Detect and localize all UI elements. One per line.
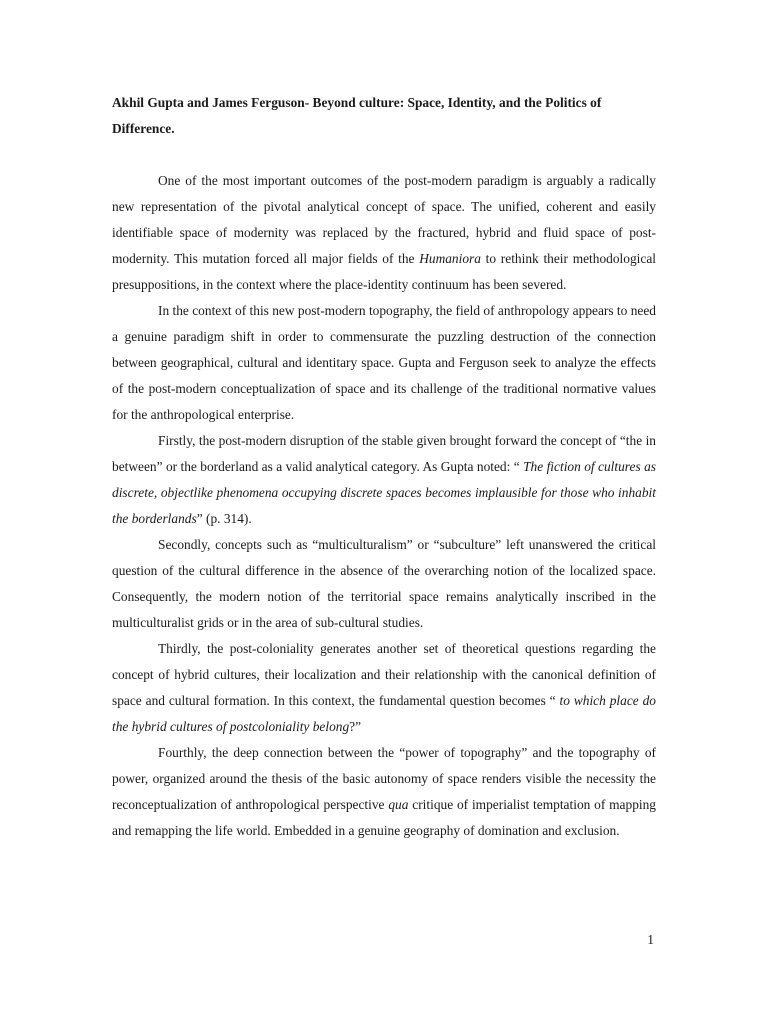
page-number: 1 [647, 932, 654, 947]
paragraph-3-italic-quote: The fiction of cultures as discrete, objectlike phenomena occupying discrete spaces becomes implausible for those who inhabit the borderlands [112, 459, 656, 526]
paragraph-6-italic-qua: qua [388, 797, 409, 812]
paragraph-5 [112, 636, 656, 740]
document-title: Akhil Gupta and James Ferguson- Beyond culture: Space, Identity, and the Politics of Difference. [112, 95, 602, 136]
paragraph-6-text-a: Fourthly, the deep connection between the “power of topography” and the topography of power, organized around the thesis of the basic autonomy of space renders visible the necessity the reconceptualization of anthropological perspective [112, 745, 656, 812]
paragraph-1-text-b: to rethink their methodological presuppositions, in the context where the place-identity continuum has been severed. [112, 251, 656, 292]
paragraph-5-text-b: ?” [349, 719, 362, 734]
paragraph-3 [112, 428, 656, 532]
paragraph-1-italic-humaniora: Humaniora [419, 251, 481, 266]
paragraph-5-italic-question: to which place do the hybrid cultures of postcoloniality belong [112, 693, 656, 734]
paragraph-1 [112, 168, 656, 298]
paragraph-2 [112, 298, 656, 428]
paragraph-4-text: Secondly, concepts such as “multiculturalism” or “subculture” left unanswered the critical question of the cultural difference in the absence of the overarching notion of the localized space. Consequently, the modern notion of the territorial space remains analytically inscribed in the multiculturalist grids or in the area of sub-cultural studies. [112, 537, 656, 630]
paragraph-5-text-a: Thirdly, the post-coloniality generates another set of theoretical questions regarding the concept of hybrid cultures, their localization and their relationship with the canonical definition of space and cultural formation. In this context, the fundamental question becomes “ [112, 641, 656, 708]
paragraph-6-text-b: critique of imperialist temptation of mapping and remapping the life world. Embedded in a genuine geography of domination and exclusion. [112, 797, 657, 838]
paragraph-3-text-a: Firstly, the post-modern disruption of the stable given brought forward the concept of “the in between” or the borderland as a valid analytical category. As Gupta noted: “ [112, 433, 656, 474]
paragraph-3-text-b: ” (p. 314). [196, 511, 252, 526]
paragraph-6 [112, 740, 656, 844]
paragraph-1-text-a: One of the most important outcomes of the post-modern paradigm is arguably a radically new representation of the pivotal analytical concept of space. The unified, coherent and easily identifiable space of modernity was replaced by the fractured, hybrid and fluid space of post-modernity. This mutation forced all major fields of the [112, 173, 656, 266]
document-page [112, 90, 656, 844]
paragraph-2-text: In the context of this new post-modern topography, the field of anthropology appears to need a genuine paradigm shift in order to commensurate the puzzling destruction of the connection between geographical, cultural and identitary space. Gupta and Ferguson seek to analyze the effects of the post-modern conceptualization of space and its challenge of the traditional normative values for the anthropological enterprise. [112, 303, 656, 422]
paragraph-4 [112, 532, 656, 636]
